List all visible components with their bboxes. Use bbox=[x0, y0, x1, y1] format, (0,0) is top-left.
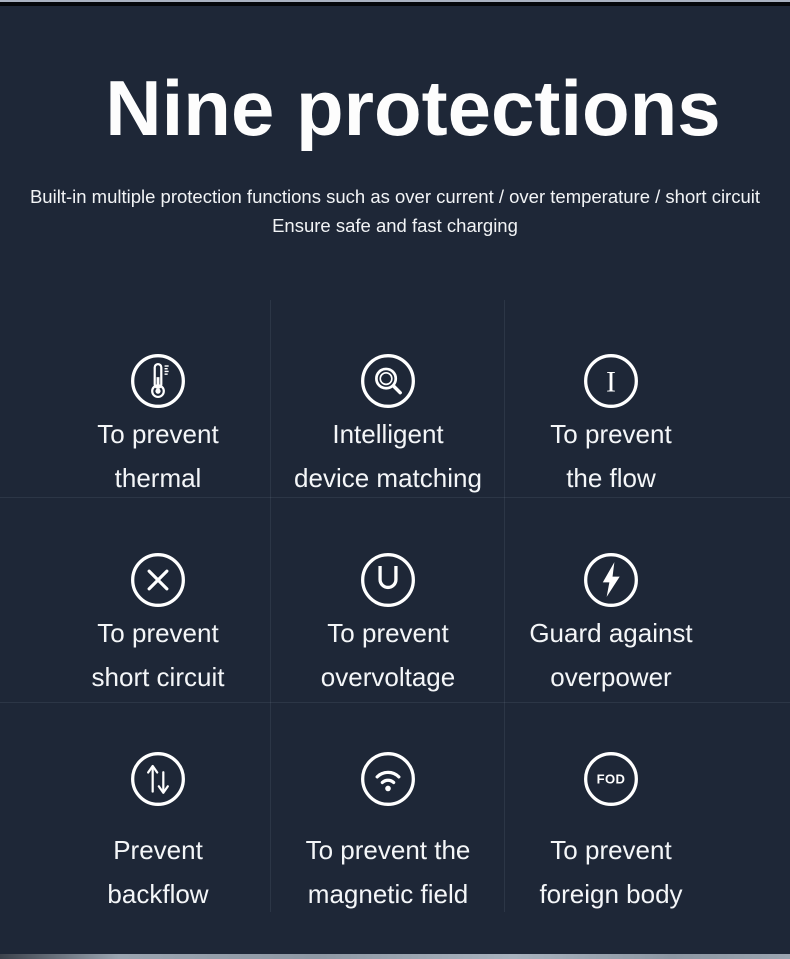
feature-device-matching bbox=[268, 352, 508, 500]
feature-labels bbox=[491, 611, 731, 699]
feature-labels bbox=[491, 412, 731, 500]
feature-label-line2: backflow bbox=[107, 879, 209, 909]
feature-label-line1: Intelligent bbox=[332, 419, 444, 449]
cross-icon bbox=[129, 551, 187, 609]
updown-arrows-icon bbox=[129, 750, 187, 808]
current-i-icon bbox=[582, 352, 640, 410]
bottom-edge-bar bbox=[0, 954, 790, 959]
feature-labels bbox=[268, 611, 508, 699]
grid-divider-horizontal-2 bbox=[0, 702, 790, 703]
page-subtitle bbox=[0, 182, 790, 240]
feature-label-line1: To prevent bbox=[327, 618, 449, 648]
lightning-icon bbox=[582, 551, 640, 609]
feature-labels bbox=[38, 828, 278, 916]
voltage-u-icon bbox=[359, 551, 417, 609]
feature-labels bbox=[491, 828, 731, 916]
feature-labels bbox=[38, 611, 278, 699]
feature-label-line1: To prevent bbox=[550, 835, 672, 865]
subtitle-line-1: Built-in multiple protection functions such as over current / over temperature / short circuit bbox=[29, 186, 761, 207]
thermometer-icon bbox=[129, 352, 187, 410]
feature-label-line2: foreign body bbox=[539, 879, 683, 909]
feature-label-line2: overvoltage bbox=[320, 662, 456, 692]
feature-foreign-body bbox=[491, 750, 731, 916]
feature-label-line2: the flow bbox=[566, 463, 656, 493]
current-i-glyph: I bbox=[606, 365, 616, 399]
feature-label-line1: To prevent the bbox=[305, 835, 471, 865]
feature-flow bbox=[491, 352, 731, 500]
wifi-icon bbox=[359, 750, 417, 808]
fod-icon bbox=[582, 750, 640, 808]
feature-label-line2: short circuit bbox=[91, 662, 225, 692]
feature-label-line2: overpower bbox=[550, 662, 672, 692]
feature-overpower bbox=[491, 551, 731, 699]
magnifier-icon bbox=[359, 352, 417, 410]
feature-magnetic-field bbox=[268, 750, 508, 916]
feature-label-line1: To prevent bbox=[550, 419, 672, 449]
top-edge-black-strip bbox=[0, 2, 790, 6]
feature-labels bbox=[268, 828, 508, 916]
page-title: Nine protections bbox=[105, 64, 721, 152]
feature-label-line1: To prevent bbox=[97, 618, 219, 648]
feature-labels bbox=[268, 412, 508, 500]
feature-label-line2: thermal bbox=[114, 463, 202, 493]
feature-backflow bbox=[38, 750, 278, 916]
feature-labels bbox=[38, 412, 278, 500]
feature-thermal bbox=[38, 352, 278, 500]
feature-label-line1: Guard against bbox=[529, 618, 693, 648]
feature-label-line1: Prevent bbox=[113, 835, 203, 865]
feature-overvoltage bbox=[268, 551, 508, 699]
feature-label-line2: magnetic field bbox=[307, 879, 469, 909]
fod-glyph: FOD bbox=[596, 771, 626, 787]
subtitle-line-2: Ensure safe and fast charging bbox=[272, 215, 518, 236]
feature-label-line2: device matching bbox=[294, 463, 482, 493]
feature-label-line1: To prevent bbox=[97, 419, 219, 449]
feature-short-circuit bbox=[38, 551, 278, 699]
